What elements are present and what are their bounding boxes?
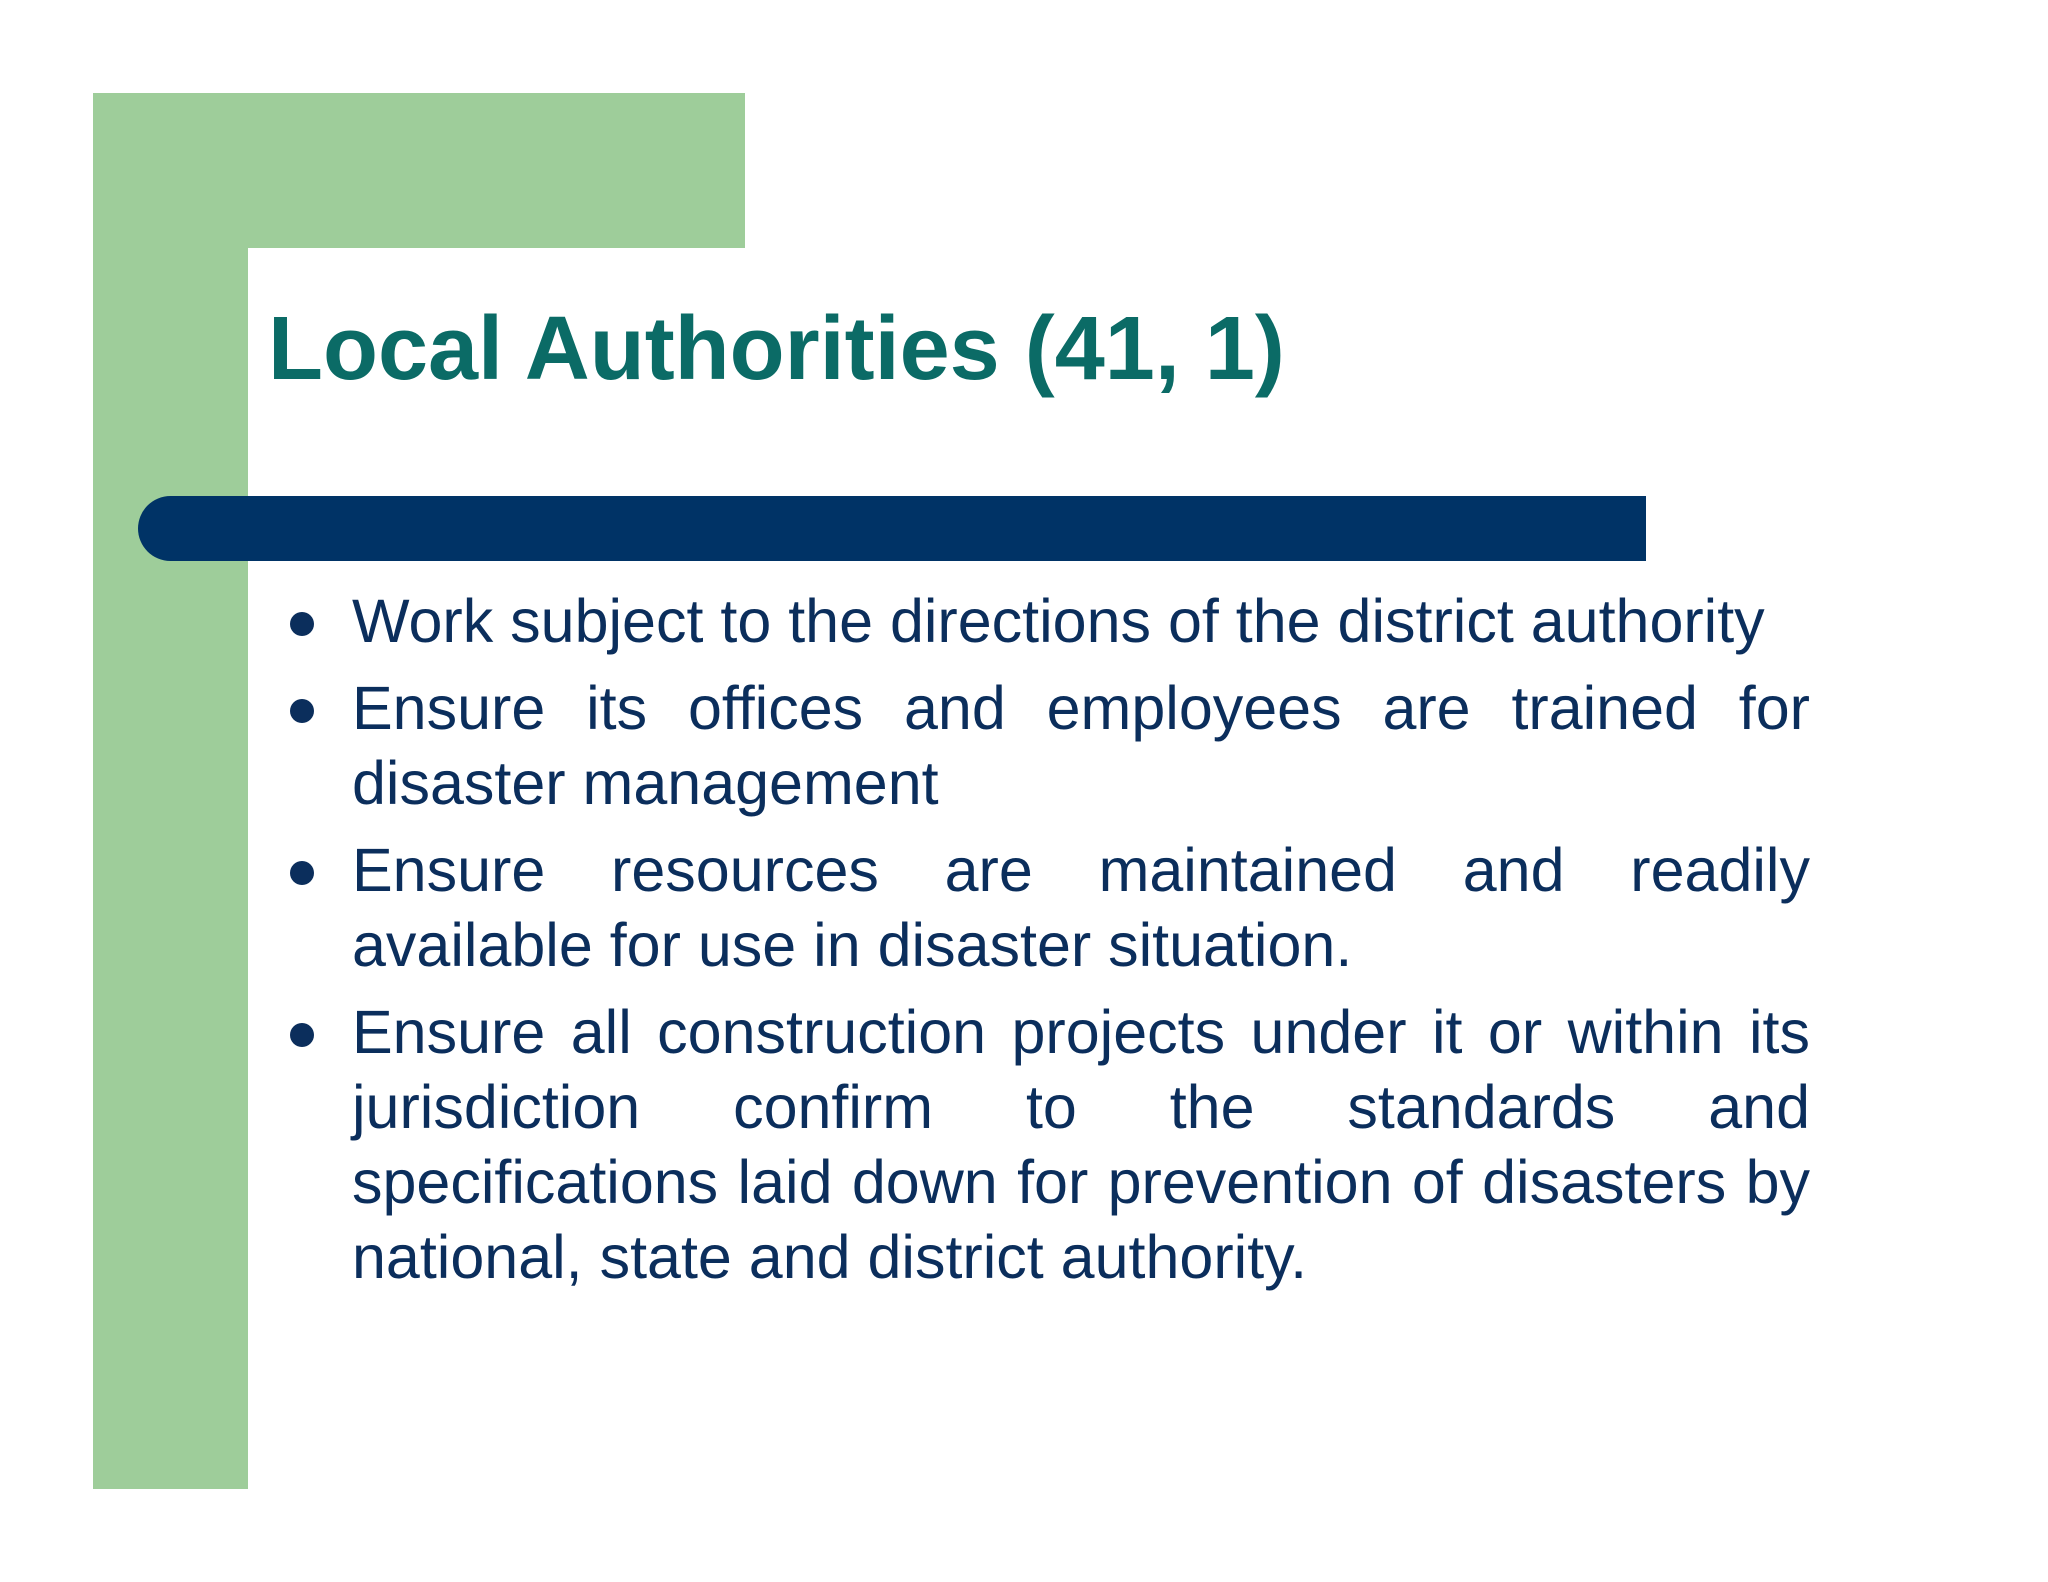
bullet-dot-icon [290, 612, 314, 636]
bullet-text: Work subject to the directions of the district authority [352, 587, 1765, 655]
bullet-item [282, 671, 1810, 821]
bullet-dot-icon [290, 1023, 314, 1047]
bullet-list [282, 584, 1810, 1307]
bullet-item [282, 833, 1810, 983]
bullet-text: Ensure resources are maintained and readily available for use in disaster situation. [352, 836, 1810, 979]
decorative-green-horizontal-band [93, 93, 745, 248]
decorative-green-vertical-band [93, 93, 248, 1489]
bullet-dot-icon [290, 699, 314, 723]
bullet-text: Ensure its offices and employees are trained for disaster management [352, 674, 1810, 817]
bullet-item [282, 584, 1810, 659]
slide-title: Local Authorities (41, 1) [268, 299, 1285, 399]
bullet-item [282, 995, 1810, 1295]
decorative-navy-bar [138, 496, 1646, 561]
bullet-dot-icon [290, 861, 314, 885]
bullet-text: Ensure all construction projects under it or within its jurisdiction confirm to the standards and specifications laid down for prevention of disasters by national, state and district authority. [352, 998, 1810, 1291]
